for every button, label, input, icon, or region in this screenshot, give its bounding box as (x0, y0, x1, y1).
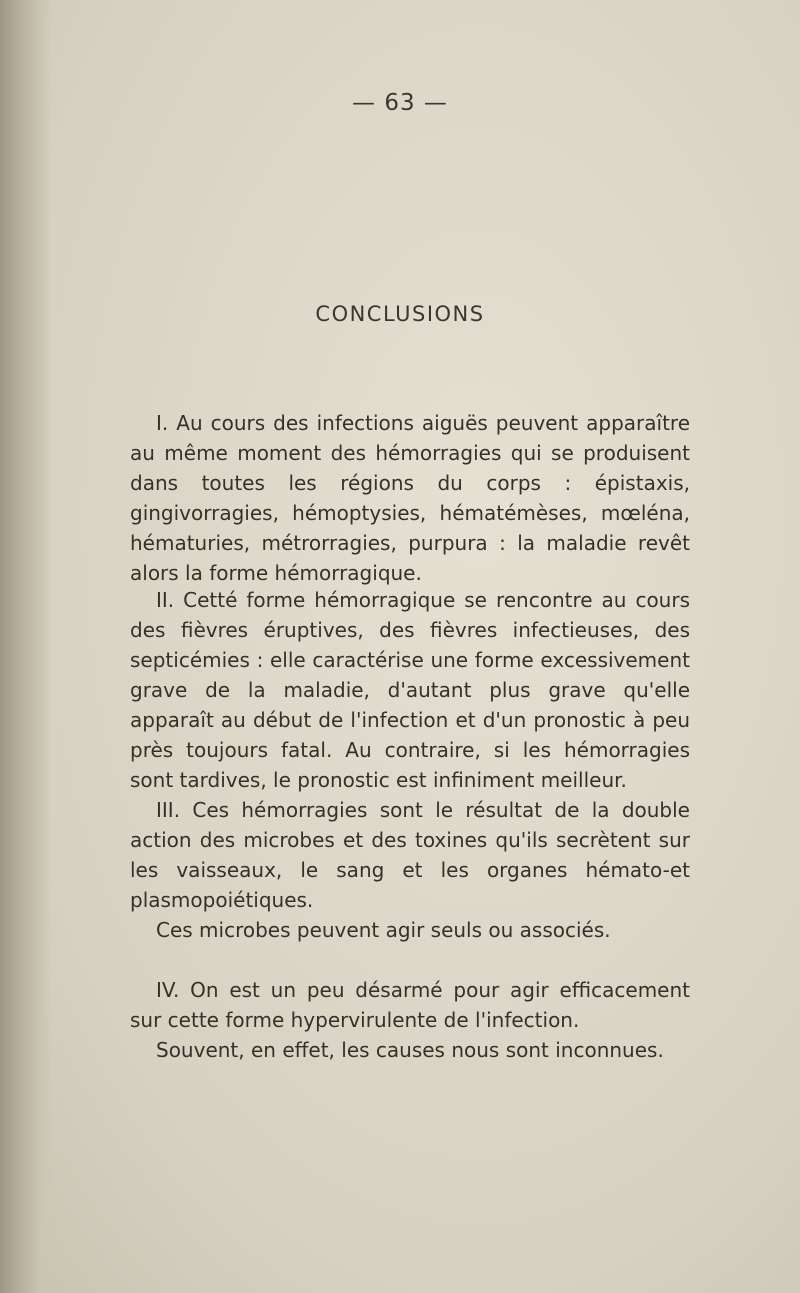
section-heading: CONCLUSIONS (315, 302, 485, 326)
paragraph-iv (130, 975, 690, 1065)
page-binding-edge (0, 0, 52, 1293)
paragraph-ii (130, 585, 690, 795)
paragraph-text: II. Cetté forme hémorragique se rencontre au cours des fièvres éruptives, des fièvres infectieuses, des septicémies : elle caractérise une forme excessivement grave de la maladie, d'autant plus grave qu'elle apparaît au début de l'infection et d'un pronostic à peu près toujours fatal. Au contraire, si les hémorragies sont tardives, le pronostic est infiniment meilleur. (130, 588, 690, 792)
paragraph-text: Ces microbes peuvent agir seuls ou associés. (156, 918, 611, 942)
paragraph-iii (130, 795, 690, 945)
paragraph-text: I. Au cours des infections aiguës peuvent apparaître au même moment des hémorragies qui se produisent dans toutes les régions du corps : épistaxis, gingivorragies, hémoptysies, hématémèses, mœléna, hématuries, métrorragies, purpura : la maladie revêt alors la forme hémorragique. (130, 411, 690, 585)
page-number: — 63 — (352, 90, 448, 116)
paragraph-text: IV. On est un peu désarmé pour agir efficacement sur cette forme hypervirulente de l'infection. (130, 978, 690, 1032)
paragraph-text: III. Ces hémorragies sont le résultat de la double action des microbes et des toxines qu'ils secrètent sur les vaisseaux, le sang et les organes hémato-et plasmopoiétiques. (130, 798, 690, 912)
paragraph-i (130, 408, 690, 588)
paragraph-text: Souvent, en effet, les causes nous sont inconnues. (156, 1038, 664, 1062)
